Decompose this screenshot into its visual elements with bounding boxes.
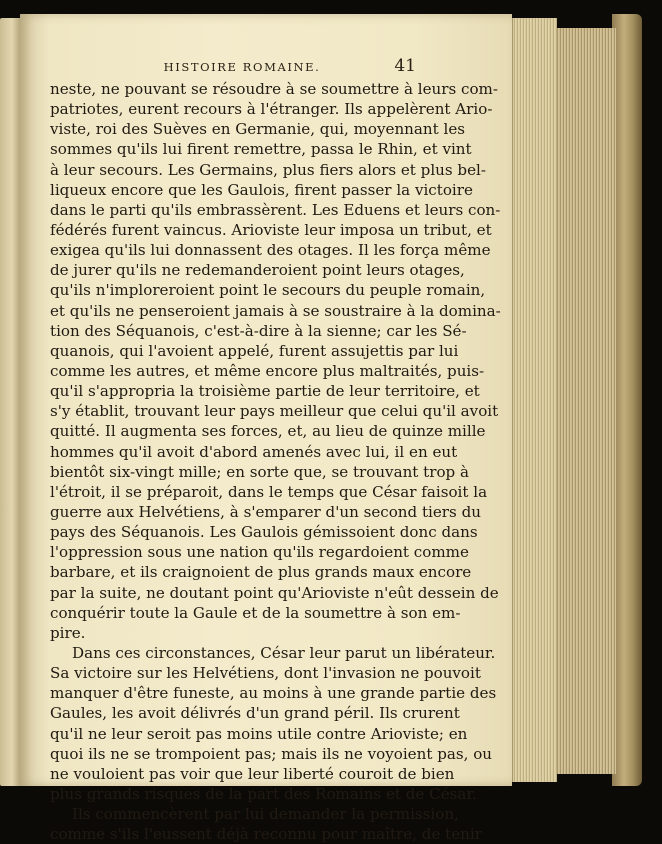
text-line: quanois, qui l'avoient appelé, furent assujettis par lui (50, 341, 459, 360)
text-line: exigea qu'ils lui donnassent des otages. Il les força même (50, 241, 491, 260)
running-head: HISTOIRE ROMAINE. (163, 60, 321, 74)
text-line: conquérir toute la Gaule et de la soumettre à son em- (50, 603, 461, 622)
text-line: viste, roi des Suèves en Germanie, qui, moyennant les (50, 120, 465, 139)
text-line: Dans ces circonstances, César leur parut un libérateur. (72, 643, 496, 662)
text-line: dans le parti qu'ils embrassèrent. Les Eduens et leurs con- (50, 200, 501, 219)
text-line: l'oppression sous une nation qu'ils regardoient comme (50, 543, 469, 562)
text-line: Sa victoire sur les Helvétiens, dont l'invasion ne pouvoit (50, 664, 481, 683)
text-line: qu'il s'appropria la troisième partie de leur territoire, et (50, 382, 480, 401)
text-line: qu'il ne leur seroit pas moins utile contre Arioviste; en (50, 724, 468, 743)
text-line: manquer d'être funeste, au moins à une grande partie des (50, 684, 497, 703)
page-number: 41 (394, 56, 416, 76)
text-line: fédérés furent vaincus. Arioviste leur imposa un tribut, et (50, 220, 492, 239)
body-text (50, 79, 501, 844)
text-line: tion des Séquanois, c'est-à-dire à la sienne; car les Sé- (50, 321, 467, 340)
text-line: sommes qu'ils lui firent remettre, passa le Rhin, et vint (50, 140, 472, 159)
page-stack-fore-edge (512, 18, 557, 782)
text-line: Ils commencèrent par lui demander la permission, (72, 805, 459, 824)
text-line: barbare, et ils craignoient de plus grands maux encore (50, 563, 472, 582)
text-line: hommes qu'il avoit d'abord amenés avec lui, il en eut (50, 442, 458, 461)
text-line: et qu'ils ne penseroient jamais à se soustraire à la domina- (50, 301, 501, 320)
text-line: de jurer qu'ils ne redemanderoient point leurs otages, (50, 261, 465, 280)
text-line: neste, ne pouvant se résoudre à se soumettre à leurs com- (50, 80, 498, 98)
text-line: bientôt six-vingt mille; en sorte que, se trouvant trop à (50, 462, 469, 481)
text-line: comme les autres, et même encore plus maltraités, puis- (50, 361, 485, 380)
text-line: comme s'ils l'eussent déjà reconnu pour maître, de tenir (50, 825, 482, 844)
text-line: ne vouloient pas voir que leur liberté couroit de bien (50, 764, 455, 783)
text-line: liqueux encore que les Gaulois, firent passer la victoire (50, 180, 473, 199)
text-line: qu'ils n'imploreroient point le secours du peuple romain, (50, 281, 486, 300)
text-line: par la suite, ne doutant point qu'Arioviste n'eût dessein de (50, 583, 499, 602)
text-line: quoi ils ne se trompoient pas; mais ils ne voyoient pas, ou (50, 744, 493, 763)
text-line: quitté. Il augmenta ses forces, et, au lieu de quinze mille (50, 422, 486, 441)
text-line: plus grands risques de la part des Romains et de César. (50, 784, 477, 803)
text-line: l'étroit, il se préparoit, dans le temps que César faisoit la (50, 482, 488, 501)
text-line: pire. (50, 623, 86, 642)
page-stack-back (556, 28, 616, 774)
previous-page-edge (0, 18, 20, 786)
text-line: guerre aux Helvétiens, à s'emparer d'un second tiers du (50, 502, 481, 521)
text-line: pays des Séquanois. Les Gaulois gémissoient donc dans (50, 523, 478, 542)
book-cover-edge (612, 14, 642, 786)
text-line: Gaules, les avoit délivrés d'un grand péril. Ils crurent (50, 704, 460, 723)
text-line: patriotes, eurent recours à l'étranger. Ils appelèrent Ario- (50, 100, 493, 119)
text-line: s'y établit, trouvant leur pays meilleur que celui qu'il avoit (50, 402, 499, 421)
text-line: à leur secours. Les Germains, plus fiers alors et plus bel- (50, 160, 486, 179)
